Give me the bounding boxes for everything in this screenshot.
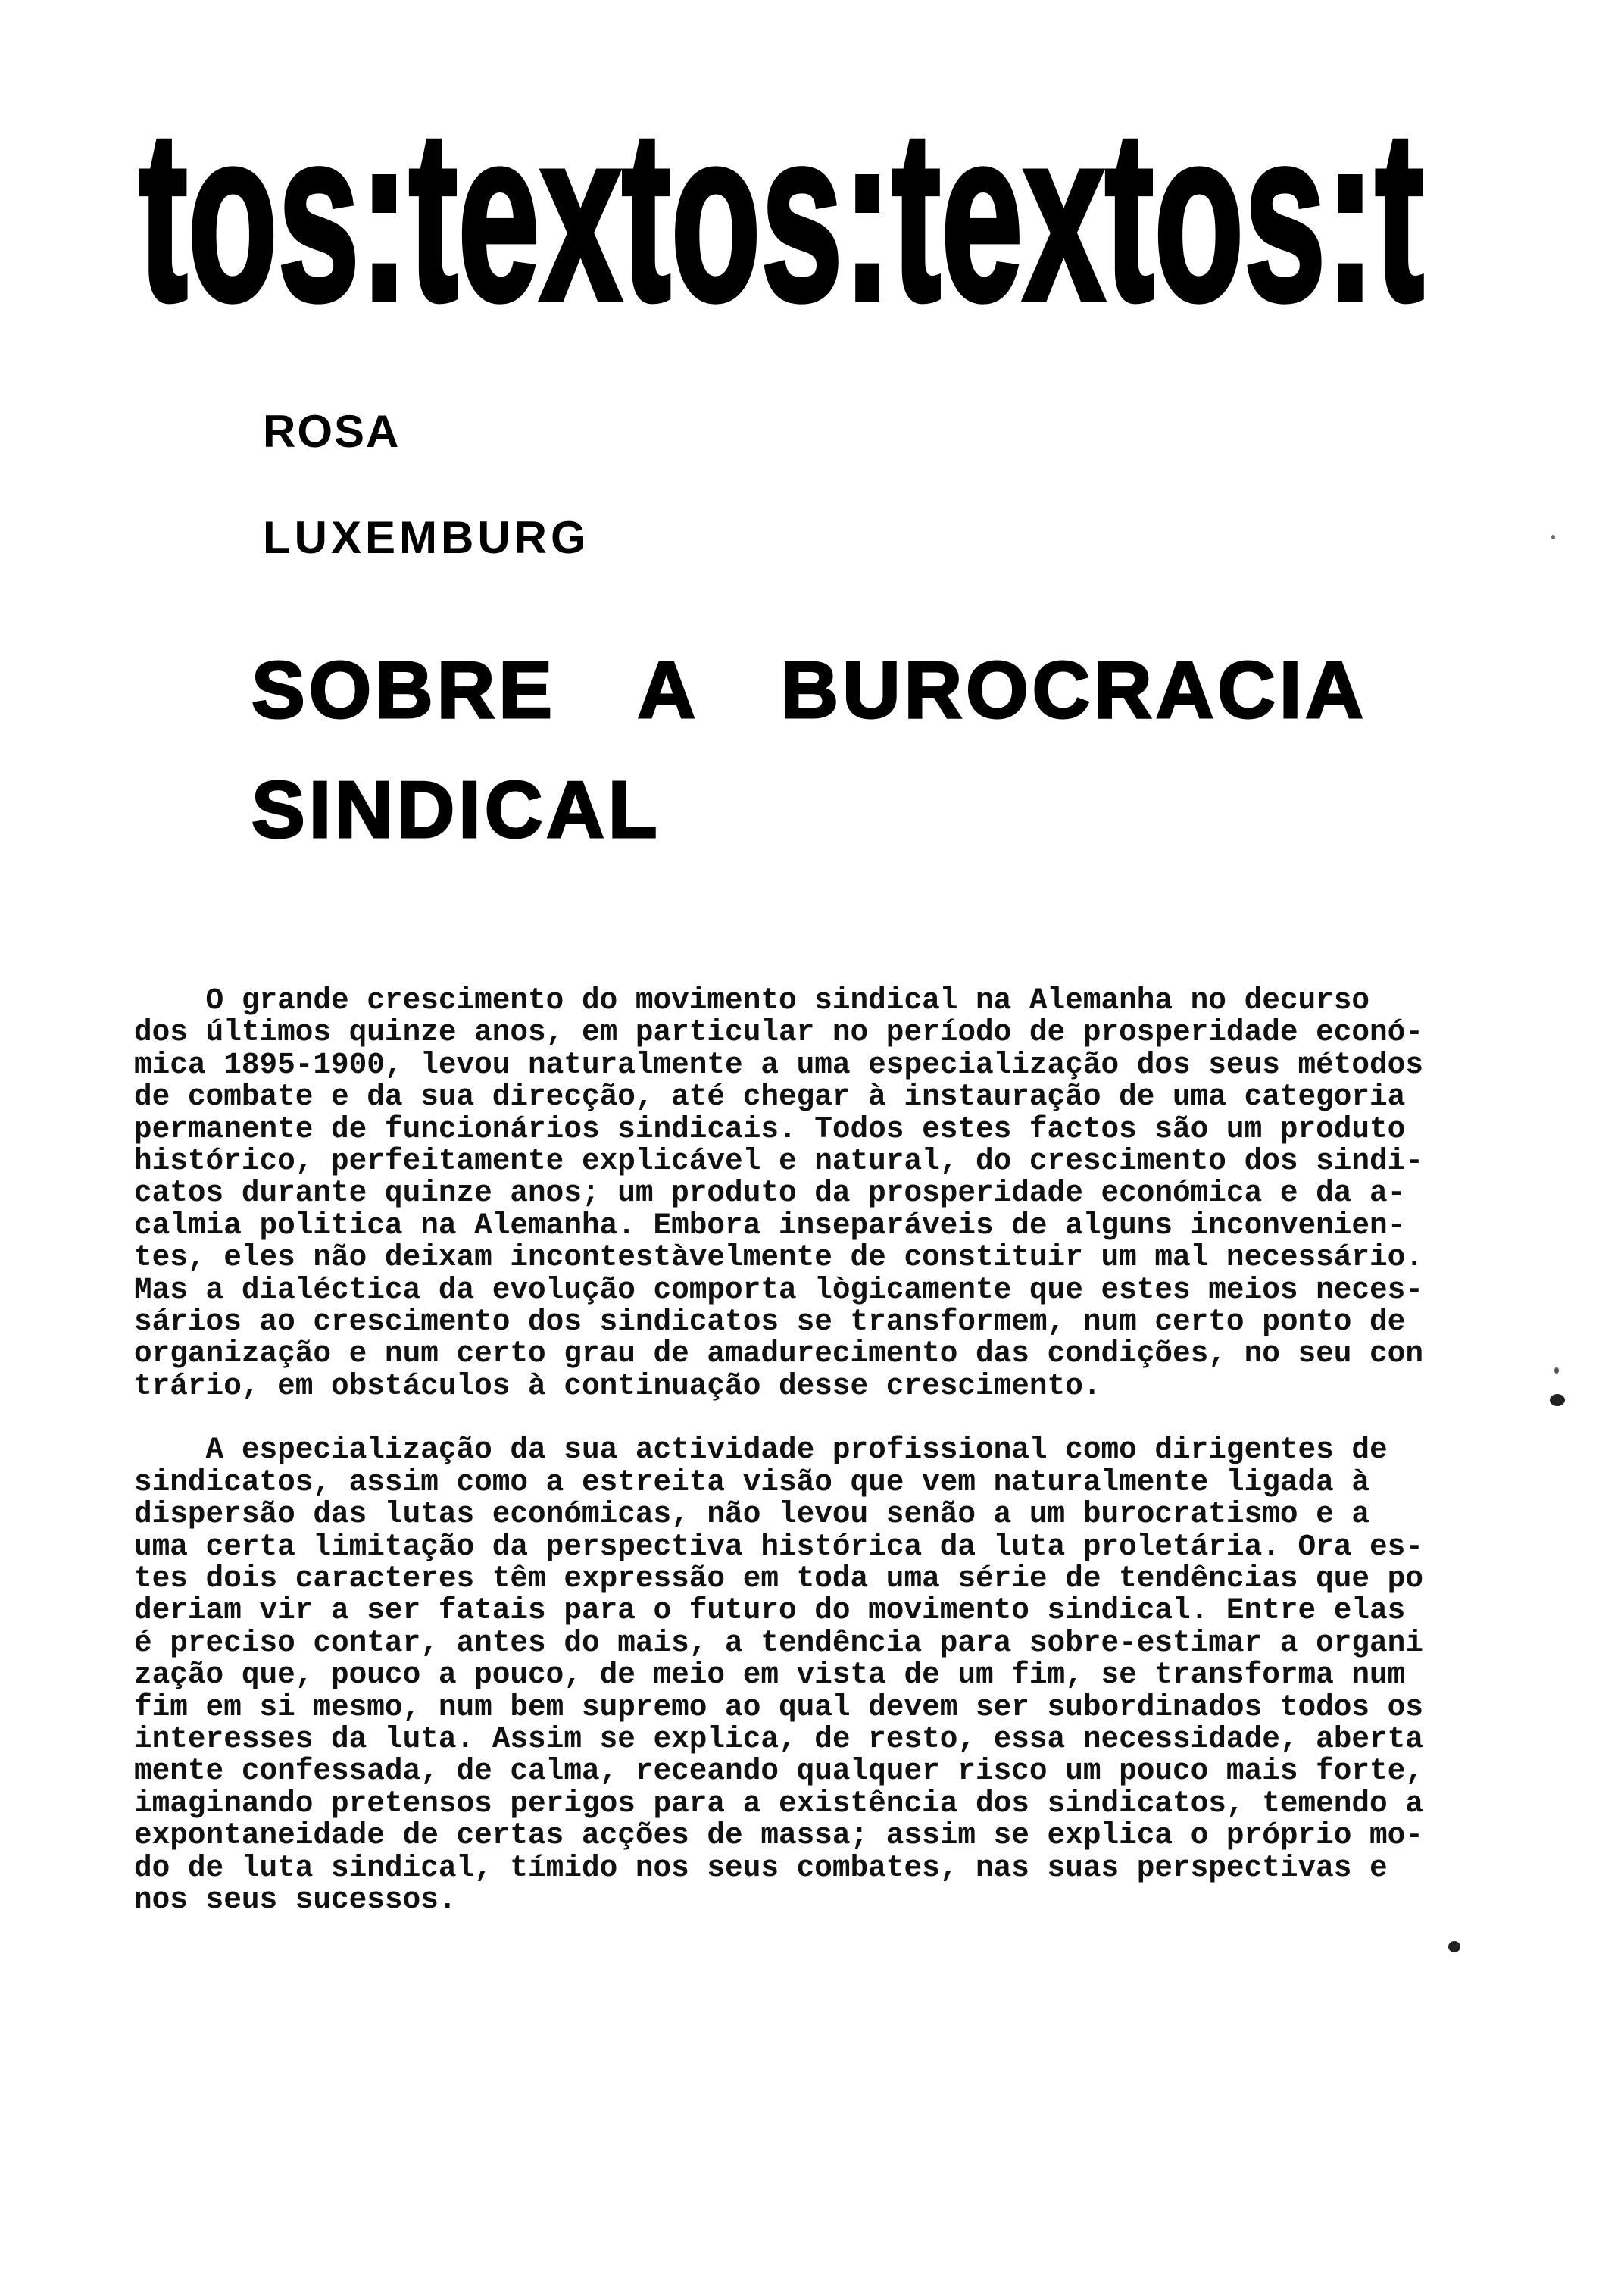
series-banner [0, 80, 1624, 351]
text-line: O grande crescimento do movimento sindical na Alemanha no decurso [205, 983, 1370, 1017]
text-line: dos últimos quinze anos, em particular no período de prosperidade econó- [134, 1015, 1423, 1050]
text-line: tes dois caracteres têm expressão em toda uma série de tendências que po [134, 1561, 1423, 1596]
text-line: trário, em obstáculos à continuação desse crescimento. [134, 1368, 1101, 1403]
text-line: de combate e da sua direcção, até chegar à instauração de uma categoria [134, 1080, 1406, 1114]
scan-speck [1554, 1367, 1559, 1374]
scan-speck [1448, 1941, 1460, 1952]
paragraph [134, 1434, 1498, 1916]
text-line: permanente de funcionários sindicais. Todos estes factos são um produto [134, 1111, 1406, 1146]
text-line: tes, eles não deixam incontestàvelmente de constituir um mal necessário. [134, 1240, 1423, 1275]
text-line: sindicatos, assim como a estreita visão que vem naturalmente ligada à [134, 1464, 1370, 1499]
text-line: Mas a dialéctica da evolução comporta lògicamente que estes meios neces- [134, 1272, 1423, 1307]
text-line: uma certa limitação da perspectiva histórica da luta proletária. Ora es- [134, 1529, 1423, 1564]
scan-speck [1550, 1394, 1565, 1406]
text-line: mica 1895-1900, levou naturalmente a uma especialização dos seus métodos [134, 1047, 1423, 1082]
text-line: calmia politica na Alemanha. Embora inseparáveis de alguns inconvenien- [134, 1208, 1406, 1242]
text-line: dispersão das lutas económicas, não levou senão a um burocratismo e a [134, 1497, 1370, 1532]
text-line: do de luta sindical, tímido nos seus combates, nas suas perspectivas e [134, 1850, 1388, 1885]
text-line: é preciso contar, antes do mais, a tendência para sobre-estimar a organi [134, 1625, 1423, 1660]
text-line: sários ao crescimento dos sindicatos se transformem, num certo ponto de [134, 1304, 1406, 1339]
text-line: deriam vir a ser fatais para o futuro do movimento sindical. Entre elas [134, 1593, 1406, 1628]
article-title-line-1: SOBRE A BUROCRACIA [251, 645, 1367, 735]
text-line: organização e num certo grau de amadurecimento das condições, no seu con [134, 1336, 1423, 1371]
text-line: histórico, perfeitamente explicável e natural, do crescimento dos sindi- [134, 1143, 1423, 1178]
paragraph [134, 985, 1498, 1402]
text-line: imaginando pretensos perigos para a existência dos sindicatos, temendo a [134, 1786, 1423, 1821]
text-line: A especialização da sua actividade profissional como dirigentes de [205, 1433, 1388, 1467]
scan-speck [1551, 535, 1555, 539]
text-line: mente confessada, de calma, receando qualquer risco um pouco mais forte, [134, 1754, 1423, 1789]
author-first-name: ROSA [263, 406, 401, 457]
text-line: interesses da luta. Assim se explica, de resto, essa necessidade, aberta [134, 1721, 1423, 1756]
text-line: zação que, pouco a pouco, de meio em vista de um fim, se transforma num [134, 1658, 1406, 1692]
series-banner-text: tos:textos:textos:t [139, 80, 1424, 351]
text-line: catos durante quinze anos; um produto da prosperidade económica e da a- [134, 1176, 1406, 1211]
text-line: nos seus sucessos. [134, 1882, 457, 1917]
article-body [134, 985, 1498, 1916]
text-line: expontaneidade de certas acções de massa; assim se explica o próprio mo- [134, 1818, 1423, 1853]
article-title-line-2: SINDICAL [251, 765, 661, 855]
text-line: fim em si mesmo, num bem supremo ao qual devem ser subordinados todos os [134, 1689, 1423, 1724]
author-last-name: LUXEMBURG [263, 512, 590, 563]
